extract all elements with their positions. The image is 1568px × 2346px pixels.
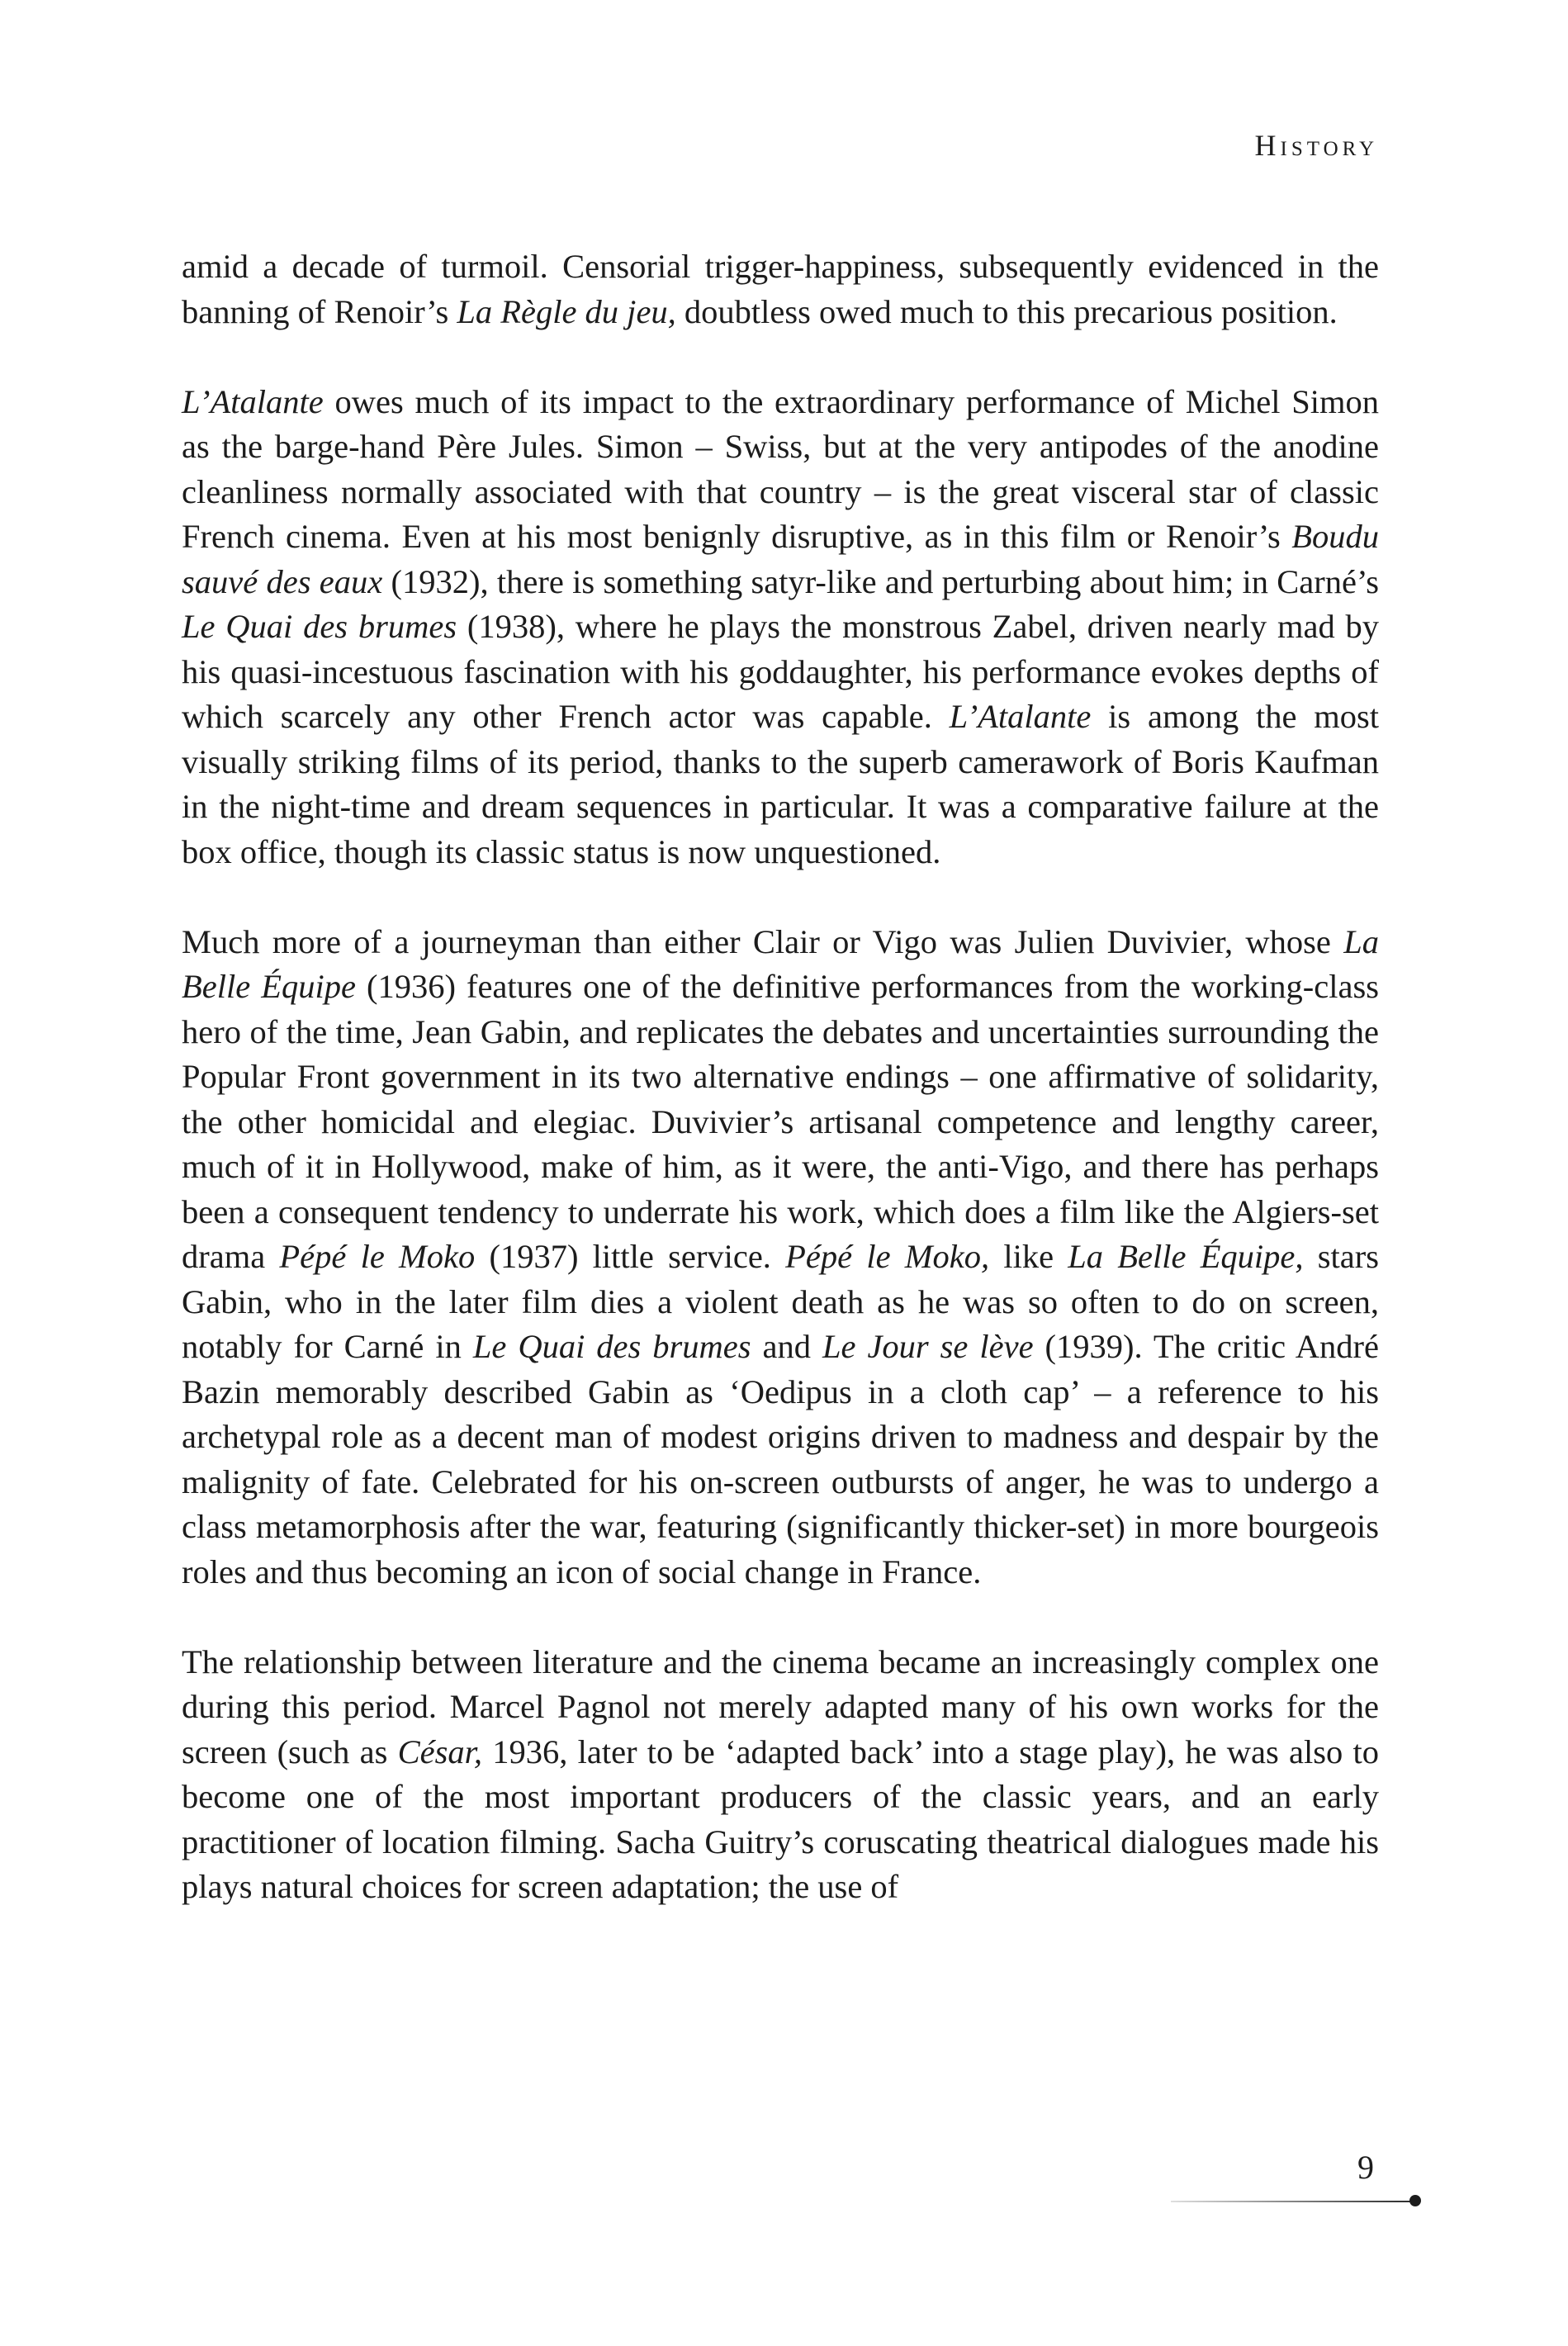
- p1-text-b: doubtless owed much to this precarious position.: [675, 292, 1338, 330]
- p3-text-e: stars Gabin, who in the later film dies a violent death as he was so often to do on screen, notably for Carné in: [182, 1238, 1380, 1365]
- p3-text-c: (1937) little service.: [475, 1238, 786, 1275]
- p3-title-quai-des-brumes: Le Quai des brumes: [472, 1328, 751, 1365]
- p2-title-atalante: L’Atalante: [182, 382, 324, 420]
- running-head: History: [1254, 129, 1378, 162]
- p3-text-g: (1939). The critic André Bazin memorably described Gabin as ‘Oedipus in a cloth cap’ – a reference to his archetypal role as a decent man of modest origins driven to madness and despair by the malignity of fate. Celebrated for his on-screen outbursts of anger, he was to undergo a class metamorphosis after the war, featuring (significantly thicker-set) in more bourgeois roles and thus becoming an icon of social change in France.: [182, 1328, 1380, 1590]
- folio-rule: [1171, 2201, 1414, 2202]
- p3-text-b: (1936) features one of the definitive performances from the working-class hero of the time, Jean Gabin, and replicates the debates and uncertainties surrounding the Popular Front government in its two alternative endings – one affirmative of solidarity, the other homicidal and elegiac. Duvivier’s artisanal competence and lengthy career, much of it in Hollywood, make of him, as it were, the anti-Vigo, and there has perhaps been a consequent tendency to underrate his work, which does a film like the Algiers-set drama: [182, 968, 1379, 1275]
- p3-title-pepe-le-moko-2: Pépé le Moko,: [785, 1238, 990, 1275]
- p3-title-jour-se-leve: Le Jour se lève: [822, 1328, 1034, 1365]
- p2-text-d: is among the most visually striking films of its period, thanks to the superb camerawork of Boris Kaufman in the night-time and dream sequences in particular. It was a comparative failure at the box office, though its classic status is now unquestioned.: [182, 698, 1379, 870]
- p3-text-d: like: [989, 1238, 1068, 1275]
- p2-text-a: owes much of its impact to the extraordinary performance of Michel Simon as the barge-hand Père Jules. Simon – Swiss, but at the very antipodes of the anodine cleanliness normally associated with that country – is the great visceral star of classic French cinema. Even at his most benignly disruptive, as in this film or Renoir’s: [182, 382, 1379, 555]
- p2-title-quai-des-brumes: Le Quai des brumes: [182, 608, 457, 645]
- p1-text-a: amid a decade of turmoil. Censorial trigger-happiness, subsequently evidenced in the banning of Renoir’s: [182, 248, 1379, 330]
- paragraph-2: [182, 380, 1379, 875]
- p2-title-boudu: Boudu sauvé des eaux: [182, 518, 1379, 600]
- p2-text-b: (1932), there is something satyr-like and perturbing about him; in Carné’s: [382, 562, 1379, 600]
- page-number: 9: [1357, 2149, 1374, 2186]
- paragraph-4: [182, 1640, 1379, 1910]
- p1-title-regle-du-jeu: La Règle du jeu,: [457, 292, 676, 330]
- paragraph-3: [182, 920, 1379, 1595]
- paragraph-1: [182, 244, 1379, 334]
- p2-title-atalante-2: L’Atalante: [949, 698, 1092, 735]
- body-text: [182, 244, 1379, 1910]
- p3-title-belle-equipe-2: La Belle Équipe,: [1068, 1238, 1304, 1275]
- p4-title-cesar: César,: [397, 1732, 483, 1770]
- p4-text-b: 1936, later to be ‘adapted back’ into a stage play), he was also to become one of the most important producers of the classic years, and an early practitioner of location filming. Sacha Guitry’s coruscating theatrical dialogues made his plays natural choices for screen adaptation; the use of: [182, 1732, 1379, 1905]
- p4-text-a: The relationship between literature and the cinema became an increasingly complex one during this period. Marcel Pagnol not merely adapted many of his own works for the screen (such as: [182, 1642, 1379, 1770]
- p3-text-a: Much more of a journeyman than either Clair or Vigo was Julien Duvivier, whose: [182, 922, 1344, 960]
- folio-dot-ornament: [1409, 2195, 1421, 2206]
- p3-text-f: and: [751, 1328, 822, 1365]
- p2-text-c: (1938), where he plays the monstrous Zabel, driven nearly mad by his quasi-incestuous fascination with his goddaughter, his performance evokes depths of which scarcely any other French actor was capable.: [182, 608, 1379, 735]
- p3-title-belle-equipe: La Belle Équipe: [182, 922, 1379, 1005]
- p3-title-pepe-le-moko: Pépé le Moko: [279, 1238, 476, 1275]
